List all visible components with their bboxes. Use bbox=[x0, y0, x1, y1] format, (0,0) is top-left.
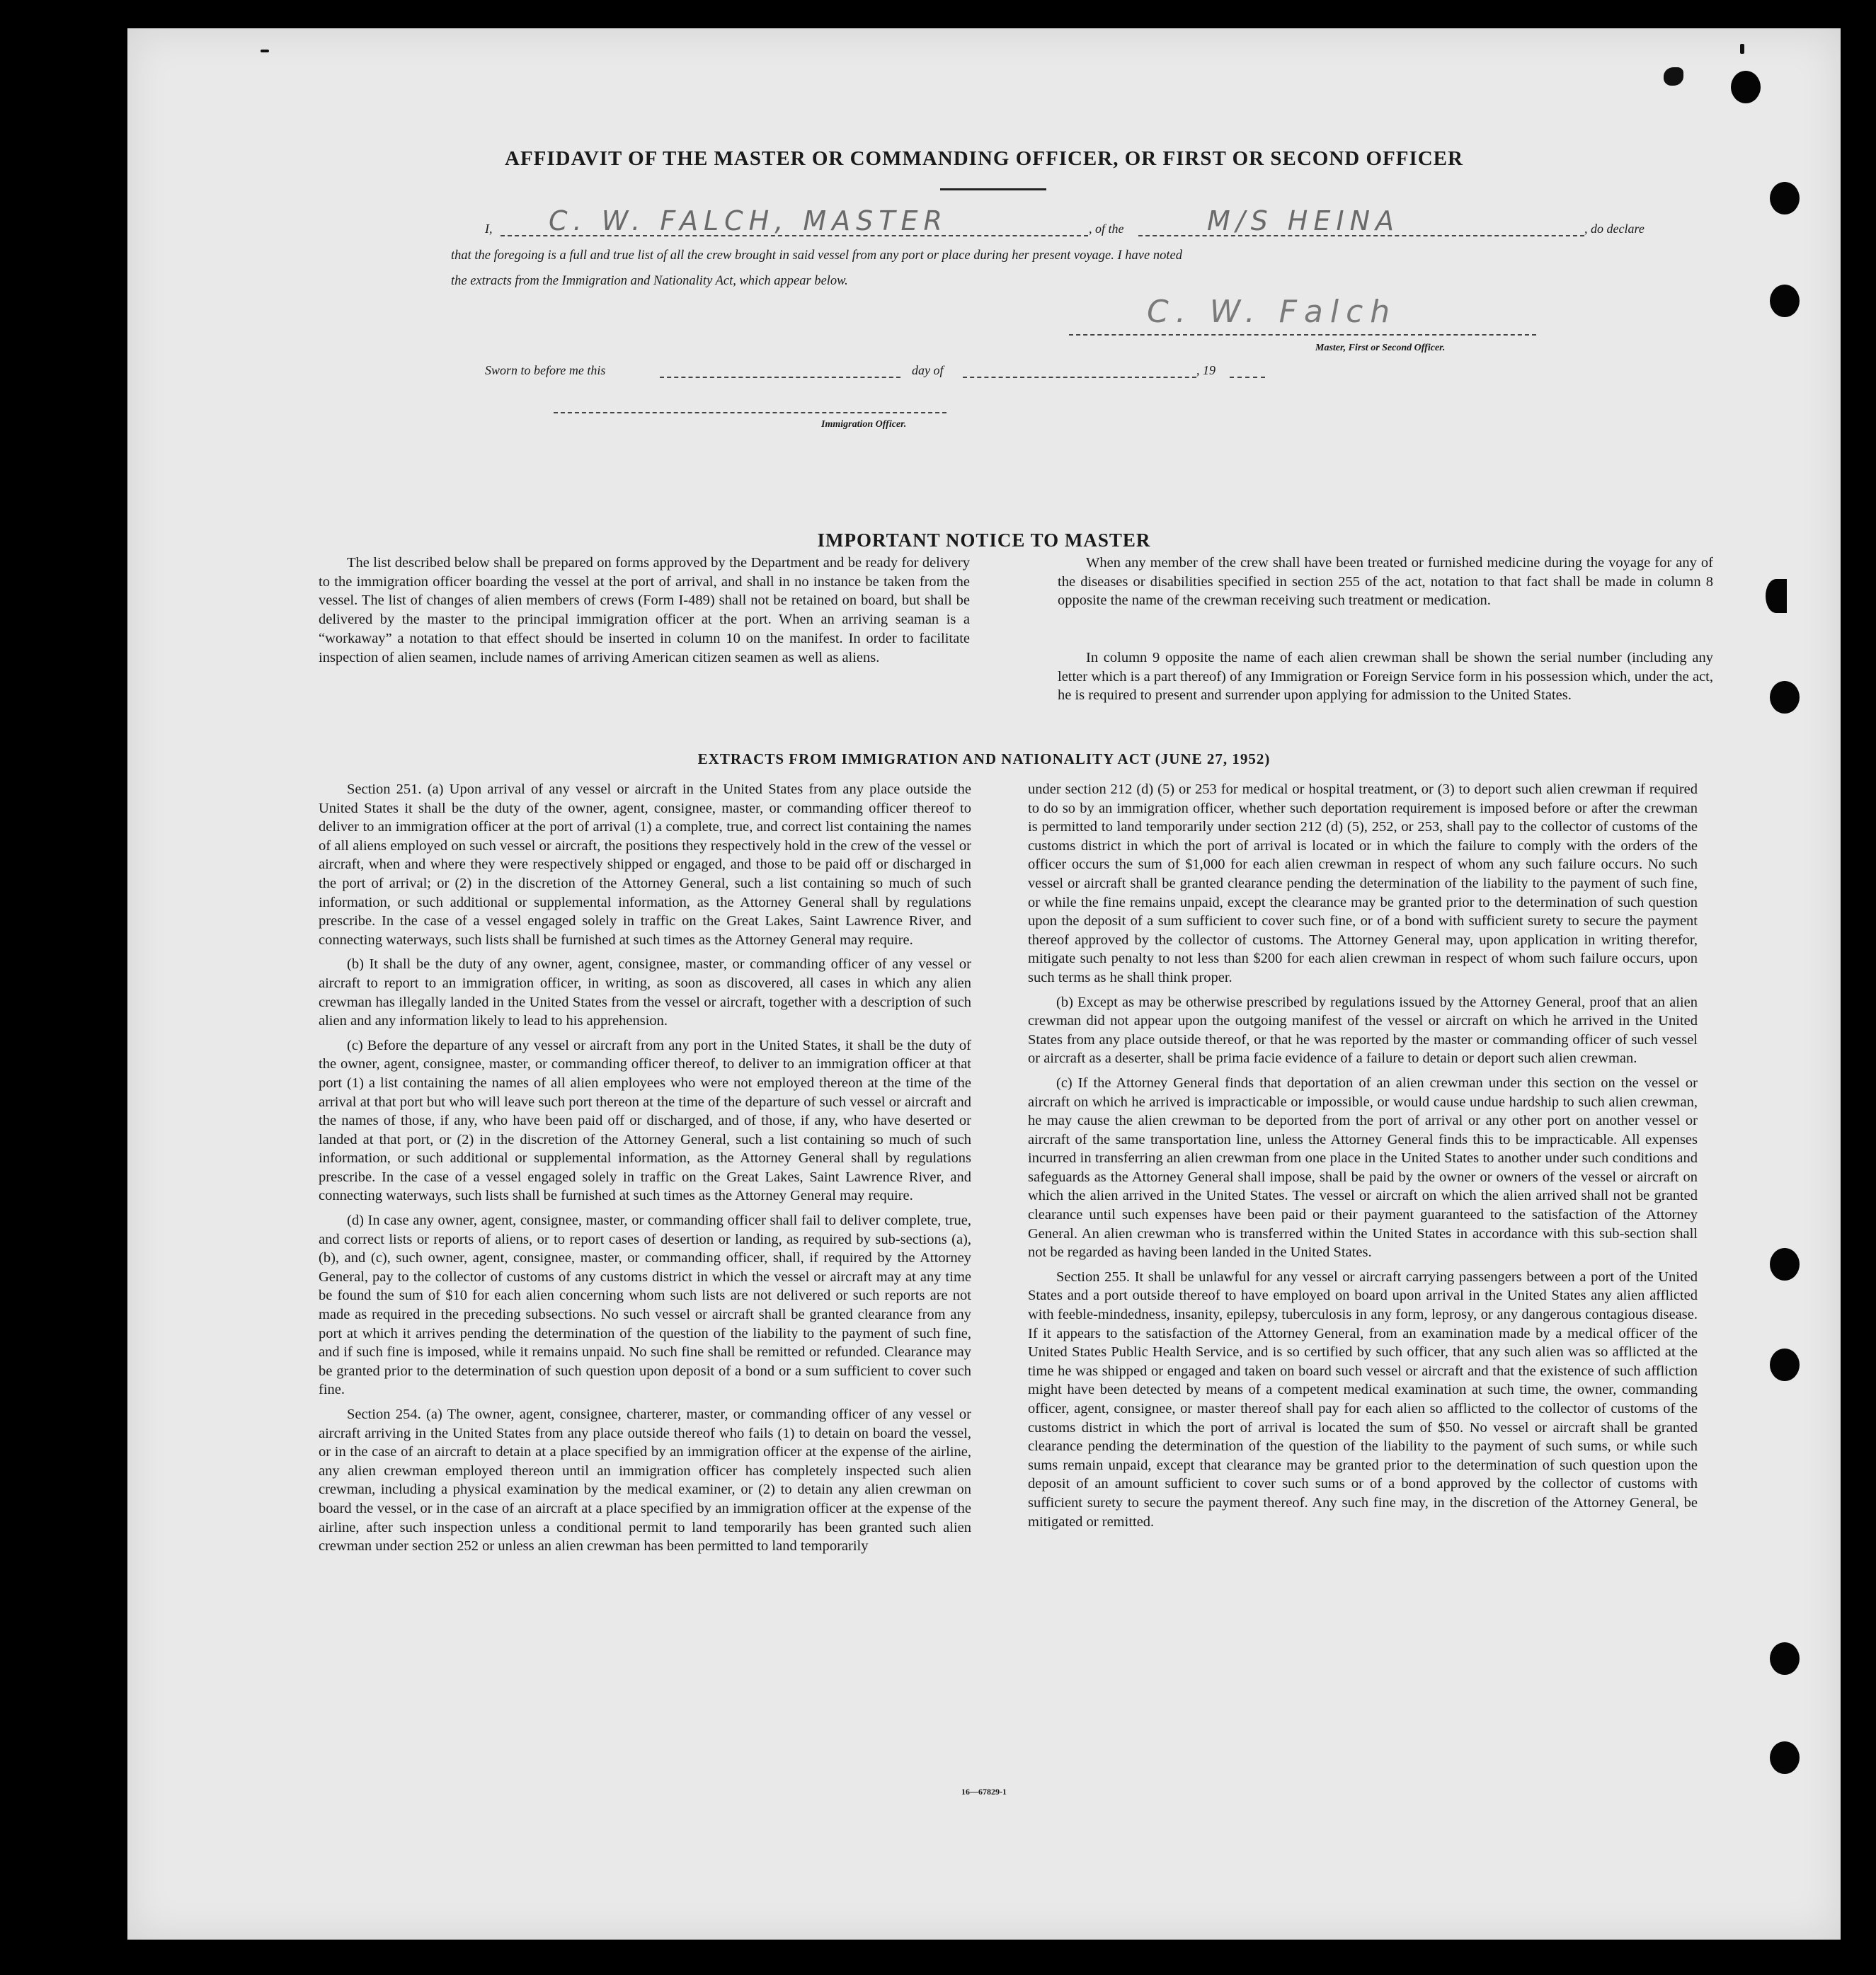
officer-signature-line bbox=[554, 412, 946, 413]
section-254-c: (c) If the Attorney General finds that deportation of an alien crewman under this section on the vessel or aircraft on which he arrived is impracticable or impossible, or would cause undue hardship to such alien crewman, he may cause the alien crewman to be deported from the port of arrival or any other port on another vessel or aircraft of the same transportation line, unless the Attorney General finds this to be impracticable. All expenses incurred in transferring an alien crewman from one place in the United States to another under such conditions and safeguards as the Attorney General shall impose, shall be paid by the owner or owners of the vessel or aircraft on which the alien arrived in the United States. The vessel or aircraft on which the alien arrived shall not be granted clearance until such expenses have been paid or their payment guaranteed to the satisfaction of the Attorney General. An alien crewman who is transferred within the United States in accordance with this sub-section shall not be regarded as having been landed in the United States. bbox=[1028, 1075, 1698, 1261]
extracts-left-column bbox=[319, 780, 971, 1562]
binder-hole bbox=[1770, 1741, 1800, 1774]
do-declare-label: , do declare bbox=[1584, 222, 1645, 236]
year-line bbox=[1230, 377, 1265, 378]
binder-hole bbox=[1770, 1642, 1800, 1675]
officer-label: Immigration Officer. bbox=[821, 419, 907, 430]
master-signature: C. W. Falch bbox=[1147, 294, 1397, 330]
master-name-handwriting: C. W. FALCH, MASTER bbox=[549, 205, 948, 236]
section-251-a: Section 251. (a) Upon arrival of any vessel or aircraft in the United States from any place outside the United States it shall be the duty of the owner, agent, consignee, master, or commanding officer thereof to deliver to an immigration officer at the port of arrival (1) a complete, true, and correct list containing the names of all aliens employed on such vessel or aircraft, the positions they respectively hold in the crew of the vessel or aircraft, when and where they were respectively shipped or engaged, and those to be paid off or discharged in the port of arrival; or (2) in the discretion of the Attorney General, such a list containing so much of such information, or such additional or supplemental information, as the Attorney General shall by regulations prescribe. In the case of a vessel engaged solely in traffic on the Great Lakes, Saint Lawrence River, and connecting waterways, such lists shall be furnished at such times as the Attorney General may require. bbox=[319, 782, 971, 948]
binder-hole-partial bbox=[1766, 579, 1787, 613]
section-254-a-continued: under section 212 (d) (5) or 253 for medical or hospital treatment, or (3) to deport such alien crewman if required to do so by an immigration officer, whether such deportation requirement is imposed before or after the crewman is permitted to land temporarily under section 212 (d) (5), 252, or 253, shall pay to the collector of customs of the customs district in which the port of arrival is located or in which the failure to comply with the orders of the officer occurs the sum of $1,000 for each alien crewman in respect of whom any such failure occurs. No such vessel or aircraft shall be granted clearance pending the determination of the liability to the payment of such fine, or while the fine remains unpaid, except the clearance may be granted prior to the determination of such question upon the deposit of a sum sufficient to cover such fine, or of a bond with sufficient surety to secure the payment thereof approved by the collector of customs. The Attorney General may, upon application in writing therefor, mitigate such penalty to not less than $200 for each alien crewman in respect of whom such failure occurs, upon such terms as he shall think proper. bbox=[1028, 782, 1698, 985]
binder-hole bbox=[1770, 1248, 1800, 1281]
signature-line bbox=[1069, 334, 1536, 336]
day-of-label: day of bbox=[912, 363, 944, 377]
i-label: I, bbox=[485, 222, 493, 236]
section-251-c: (c) Before the departure of any vessel or aircraft from any port in the United States, it shall be the duty of the owner, agent, consignee, master, or commanding officer thereof, to deliver to an immigration officer at that port (1) a list containing the names of all alien employees who were not employed thereon at the time of the arrival at that port but who will leave such port thereon at the time of the departure of such vessel or aircraft and the names of those, if any, who have been paid off or discharged, and of those, if any, who have deserted or landed at that port, or (2) in the discretion of the Attorney General, such a list containing so much of such information, or such additional or supplemental information, as the Attorney General shall by regulations prescribe. In the case of a vessel engaged solely in traffic on the Great Lakes, Saint Lawrence River, and connecting waterways, such lists shall be furnished at such times as the Attorney General may require. bbox=[319, 1037, 971, 1204]
statement-line-1: that the foregoing is a full and true list of all the crew brought in said vessel from any port or place during her present voyage. I have noted bbox=[451, 248, 1182, 263]
of-the-label: , of the bbox=[1089, 222, 1124, 236]
sworn-label: Sworn to before me this bbox=[485, 363, 606, 377]
statement-line-2: the extracts from the Immigration and Nationality Act, which appear below. bbox=[451, 274, 848, 288]
binder-hole bbox=[1770, 182, 1800, 214]
section-251-d: (d) In case any owner, agent, consignee, master, or commanding officer shall fail to deliver complete, true, and correct lists or reports of aliens, or to report cases of desertion or landing, as required by sub-sections (a), (b), and (c), such owner, agent, consignee, master, or commanding officer, shall, if required by the Attorney General, pay to the collector of customs of any customs district in which the vessel or aircraft may at any time be found the sum of $10 for each alien concerning whom such lists are not delivered or such reports are not made as required in the preceding subsections. No such vessel or aircraft shall be granted clearance from any port at which it arrives pending the determination of the question of the liability to the payment of such fine, and if such fine is imposed, while it remains unpaid. No such fine shall be remitted or refunded. Clearance may be granted prior to the determination of such question upon deposit of a bond or a sum sufficient to cover such fine. bbox=[319, 1213, 971, 1398]
extracts-title: EXTRACTS FROM IMMIGRATION AND NATIONALITY ACT (JUNE 27, 1952) bbox=[697, 750, 1271, 767]
affidavit-title: AFFIDAVIT OF THE MASTER OR COMMANDING OFFICER, OR FIRST OR SECOND OFFICER bbox=[505, 147, 1463, 170]
vessel-name-handwriting: M/S HEINA bbox=[1207, 205, 1400, 236]
extracts-right-column bbox=[1028, 780, 1698, 1537]
notice-title: IMPORTANT NOTICE TO MASTER bbox=[817, 529, 1151, 551]
section-254-a: Section 254. (a) The owner, agent, consignee, charterer, master, or commanding officer of any vessel or aircraft arriving in the United States from any place outside thereof who fails (1) to detain on board the vessel, or in the case of an aircraft to detain at a place specified by an immigration officer at the expense of the airline, any alien crewman employed thereon until an immigration officer has completely inspected such alien crewman, including a physical examination by the medical examiner, or (2) to detain any alien crewman on board the vessel, or in the case of an aircraft at a place specified by an immigration officer at the expense of the airline, after such inspection unless a conditional permit to land temporarily has been granted such alien crewman under section 252 or unless an alien crewman has been permitted to land temporarily bbox=[319, 1407, 971, 1555]
title-divider bbox=[940, 188, 1046, 190]
year-label: , 19 bbox=[1196, 363, 1216, 377]
section-251-b: (b) It shall be the duty of any owner, agent, consignee, master, or commanding officer of any vessel or aircraft to report to an immigration officer, in writing, as soon as discovered, all cases in which any alien crewman has illegally landed in the United States from the vessel or aircraft, together with a description of such alien and any information likely to lead to his apprehension. bbox=[319, 956, 971, 1029]
section-255: Section 255. It shall be unlawful for any vessel or aircraft carrying passengers between a port of the United States and a port outside thereof to have employed on board upon arrival in the United States any alien afflicted with feeble-mindedness, insanity, epilepsy, tuberculosis in any form, leprosy, or any dangerous contagious disease. If it appears to the satisfaction of the Attorney General, from an examination made by a medical officer of the United States Public Health Service, and is so certified by such officer, that any such alien was so afflicted at the time he was shipped or engaged and taken on board such vessel or aircraft and that the existence of such affliction might have been detected by means of a competent medical examination at such time, the owner, commanding officer, agent, consignee, or master thereof shall pay for each alien so afflicted to the collector of customs of the customs district in which the port of arrival is located the sum of $50. No vessel or aircraft shall be granted clearance pending the determination of the question of the liability to the payment of such sums, or while such sums remain unpaid, except that clearance may be granted prior to the determination of such question upon the deposit of an amount sufficient to cover such sums or of a bond approved by the collector of customs with sufficient surety to secure the payment thereof. Any such fine may, in the discretion of the Attorney General, be mitigated or remitted. bbox=[1028, 1269, 1698, 1530]
section-254-b: (b) Except as may be otherwise prescribed by regulations issued by the Attorney General, proof that an alien crewman did not appear upon the outgoing manifest of the vessel or aircraft on which he arrived in the United States from any place outside thereof, or that he was reported by the master or commanding officer of such vessel or aircraft as a deserter, shall be prima facie evidence of a failure to detain or deport such alien crewman. bbox=[1028, 994, 1698, 1067]
binder-hole bbox=[1770, 1349, 1800, 1381]
binder-hole bbox=[1731, 71, 1761, 103]
scan-mark bbox=[1664, 67, 1683, 86]
notice-right-paragraph-1: When any member of the crew shall have been treated or furnished medicine during the voyage for any of the diseases or disabilities specified in section 255 of the act, notation to that fact shall be made in column 8 opposite the name of the crewman receiving such treatment or medication. bbox=[1058, 555, 1713, 609]
month-line bbox=[963, 377, 1196, 378]
notice-left-paragraph: The list described below shall be prepared on forms approved by the Department and be ready for delivery to the immigration officer boarding the vessel at the port of arrival, and shall in no instance be taken from the vessel. The list of changes of alien members of crews (Form I-489) shall not be retained on board, but shall be delivered by the master to the principal immigration officer at the port. When an arriving seaman is a “workaway” a notation to that effect should be inserted in column 10 on the manifest. In order to facilitate inspection of alien seamen, include names of arriving American citizen seamen as well as aliens. bbox=[319, 555, 970, 665]
form-number: 16—67829-1 bbox=[961, 1787, 1007, 1797]
binder-hole bbox=[1770, 681, 1800, 714]
sworn-date-line bbox=[660, 377, 900, 378]
signature-label: Master, First or Second Officer. bbox=[1315, 343, 1446, 353]
document-page bbox=[127, 28, 1841, 1940]
scan-mark bbox=[1740, 44, 1744, 54]
scan-mark bbox=[261, 50, 269, 52]
binder-hole bbox=[1770, 285, 1800, 317]
notice-right-paragraph-2: In column 9 opposite the name of each alien crewman shall be shown the serial number (including any letter which is a part thereof) of any Immigration or Foreign Service form in his possession which, under the act, he is required to present and surrender upon applying for admission to the United States. bbox=[1058, 650, 1713, 704]
